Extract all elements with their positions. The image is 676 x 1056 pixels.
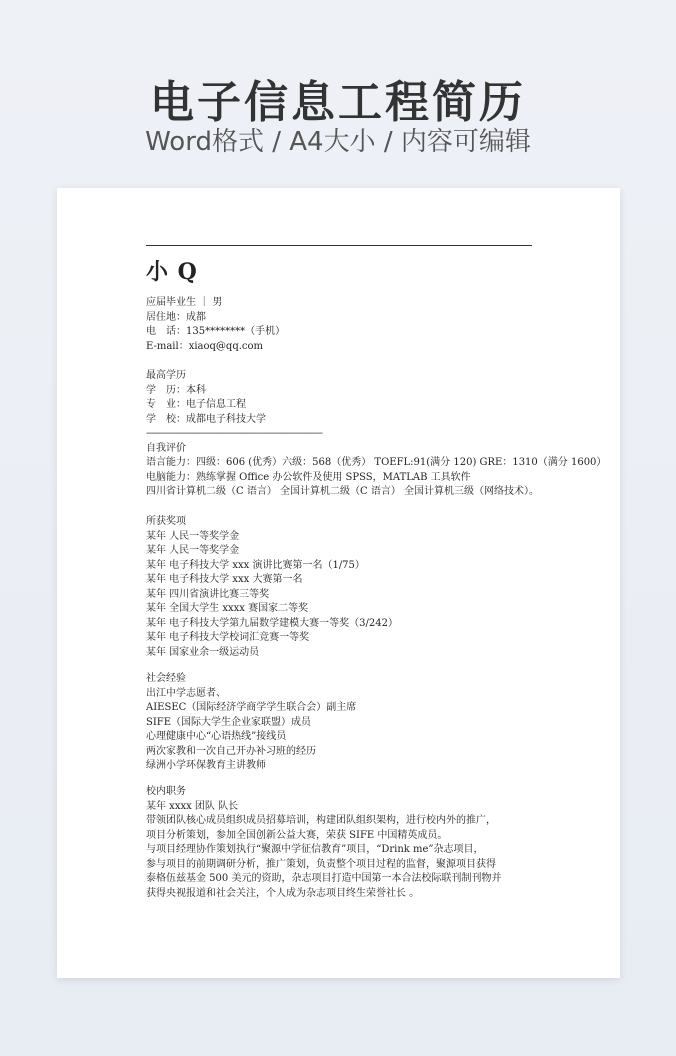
- education-line: 学 历：本科: [146, 384, 206, 396]
- profile-line: 居住地：成都: [146, 311, 206, 323]
- section-heading: 社会经验: [146, 673, 186, 684]
- self-eval-line: 四川省计算机二级（C 语言） 全国计算机二级（C 语言） 全国计算机三级（网络技术）。: [146, 486, 540, 497]
- section-heading: 最高学历: [146, 370, 186, 381]
- social-line: AIESEC（国际经济学商学学生联合会）副主席: [146, 702, 357, 713]
- self-eval-line: 语言能力：四级：606 (优秀）六级：568（优秀） TOEFL:91(满分 120) GRE：1310（满分 1600）: [146, 457, 607, 468]
- top-rule: [146, 245, 532, 246]
- campus-line: 泰格伍兹基金 500 美元的资助，杂志项目打造中国第一本合法校际联刊制刊物并: [146, 873, 502, 884]
- banner-title: 电子信息工程简历: [150, 77, 526, 128]
- resume-name: 小 Q: [146, 259, 198, 285]
- section-heading: 校内职务: [146, 786, 186, 797]
- self-eval-line: 电脑能力：熟练掌握 Office 办公软件及使用 SPSS，MATLAB 工具软件: [146, 471, 471, 483]
- award-line: 某年 电子科技大学 xxx 大赛第一名: [146, 574, 303, 585]
- campus-line: 带领团队核心成员组织成员招募培训，构建团队组织架构，进行校内外的推广，: [146, 815, 496, 826]
- social-line: 绿洲小学环保教育主讲教师: [146, 760, 266, 771]
- education-section: [146, 369, 607, 500]
- campus-line: 项目分析策划，参加全国创新公益大赛，荣获 SIFE 中国精英成员。: [146, 829, 448, 841]
- education-line: 学 校：成都电子科技大学: [146, 413, 266, 425]
- award-line: 某年 电子科技大学第九届数学建模大赛一等奖（3/242）: [146, 617, 398, 629]
- profile-line: E-mail：xiaoq@qq.com: [146, 340, 264, 352]
- award-line: 某年 人民一等奖学金: [146, 530, 240, 542]
- social-line: 心理健康中心“心语热线”接线员: [146, 731, 287, 742]
- education-line: 专 业：电子信息工程: [146, 399, 246, 410]
- awards-section: [146, 515, 546, 660]
- social-line: 出江中学志愿者、: [146, 687, 226, 699]
- profile-line: 应届毕业生 ｜ 男: [146, 297, 223, 308]
- campus-line: 某年 xxxx 团队 队长: [146, 800, 239, 812]
- award-line: 某年 国家业余一级运动员: [146, 646, 260, 658]
- divider: --------------------------------------------------------------------------: [146, 428, 323, 439]
- banner-subtitle: Word格式 / A4大小 / 内容可编辑: [145, 127, 531, 157]
- campus-line: 与项目经理协作策划执行“聚源中学征信教育”项目，“Drink me”杂志项目，: [146, 844, 484, 855]
- social-line: SIFE（国际大学生企业家联盟）成员: [146, 716, 312, 728]
- social-section: [146, 672, 546, 774]
- campus-section: [146, 785, 546, 901]
- award-line: 某年 电子科技大学校词汇竞赛一等奖: [146, 632, 310, 643]
- award-line: 某年 人民一等奖学金: [146, 545, 240, 556]
- section-heading: 自我评价: [146, 442, 186, 454]
- award-line: 某年 全国大学生 xxxx 赛国家二等奖: [146, 603, 309, 614]
- award-line: 某年 电子科技大学 xxx 演讲比赛第一名（1/75）: [146, 559, 365, 571]
- resume-page: [57, 188, 620, 978]
- social-line: 两次家教和一次自己开办补习班的经历: [146, 745, 316, 757]
- campus-line: 获得央视报道和社会关注，个人成为杂志项目终生荣誉社长 。: [146, 887, 420, 899]
- award-line: 某年 四川省演讲比赛三等奖: [146, 588, 270, 600]
- section-heading: 所获奖项: [146, 516, 186, 527]
- campus-line: 参与项目的前期调研分析，推广策划，负责整个项目过程的监督，聚源项目获得: [146, 858, 496, 870]
- profile-line: 电 话：135********（手机）: [146, 326, 286, 337]
- profile-section: [146, 296, 546, 354]
